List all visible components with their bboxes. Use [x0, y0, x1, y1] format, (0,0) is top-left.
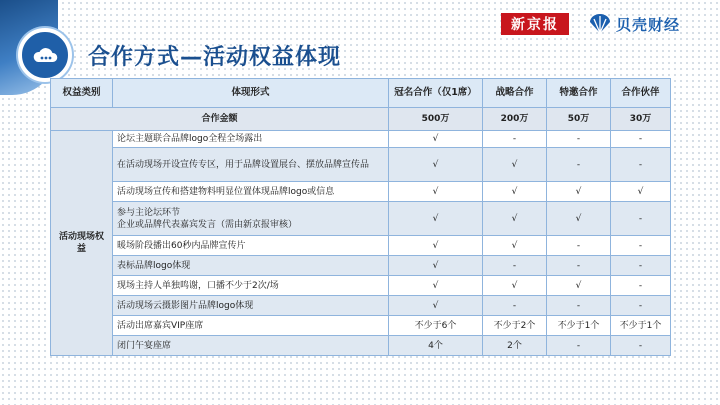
header-strategic: 战略合作 — [483, 79, 547, 108]
row-value: √ — [483, 236, 547, 256]
header-form: 体现形式 — [113, 79, 389, 108]
row-description: 暖场阶段播出60秒内品牌宣传片 — [113, 236, 389, 256]
table-row — [51, 296, 671, 316]
row-value: √ — [483, 148, 547, 182]
header-category: 权益类别 — [51, 79, 113, 108]
row-value: - — [611, 296, 671, 316]
table-row — [51, 336, 671, 356]
row-value: 2个 — [483, 336, 547, 356]
row-value: - — [611, 336, 671, 356]
amount-value: 200万 — [483, 108, 547, 131]
row-description: 活动现场宣传和搭建物料明显位置体现品牌logo或信息 — [113, 182, 389, 202]
row-value: - — [483, 131, 547, 148]
header-title-sponsor: 冠名合作（仅1席） — [389, 79, 483, 108]
row-value: √ — [389, 148, 483, 182]
row-value: √ — [389, 131, 483, 148]
row-value: √ — [547, 182, 611, 202]
row-value: - — [611, 148, 671, 182]
amount-value: 30万 — [611, 108, 671, 131]
row-value: - — [483, 256, 547, 276]
shell-icon — [588, 13, 612, 35]
row-description: 活动现场云摄影图片品牌logo体现 — [113, 296, 389, 316]
row-value: - — [547, 236, 611, 256]
header-partner: 合作伙伴 — [611, 79, 671, 108]
row-value: - — [611, 131, 671, 148]
table-row — [51, 182, 671, 202]
brand-xinjingbao: 新京报 — [501, 13, 569, 35]
row-value: √ — [547, 202, 611, 236]
table-row — [51, 131, 671, 148]
row-value: √ — [389, 182, 483, 202]
row-value: √ — [483, 182, 547, 202]
row-value: √ — [611, 182, 671, 202]
category-cell: 活动现场权益 — [51, 131, 113, 356]
table-row — [51, 256, 671, 276]
row-value: 4个 — [389, 336, 483, 356]
row-value: √ — [547, 276, 611, 296]
table-header-row — [51, 79, 671, 108]
table-row — [51, 316, 671, 336]
row-value: √ — [389, 236, 483, 256]
table-row — [51, 276, 671, 296]
row-value: 不少于6个 — [389, 316, 483, 336]
row-value: - — [547, 296, 611, 316]
row-value: - — [611, 256, 671, 276]
row-value: - — [611, 236, 671, 256]
row-value: - — [611, 276, 671, 296]
row-value: √ — [483, 202, 547, 236]
row-value: √ — [389, 296, 483, 316]
table-row — [51, 148, 671, 182]
row-value: √ — [389, 256, 483, 276]
row-description: 表标品牌logo体现 — [113, 256, 389, 276]
amount-value: 500万 — [389, 108, 483, 131]
row-value: 不少于2个 — [483, 316, 547, 336]
row-value: √ — [483, 276, 547, 296]
row-value: - — [547, 148, 611, 182]
header-invited: 特邀合作 — [547, 79, 611, 108]
row-value: - — [547, 336, 611, 356]
row-value: 不少于1个 — [611, 316, 671, 336]
row-description: 闭门午宴座席 — [113, 336, 389, 356]
amount-row — [51, 108, 671, 131]
row-value: - — [547, 256, 611, 276]
row-value: √ — [389, 276, 483, 296]
row-description: 在活动现场开设宣传专区，用于品牌设置展台、摆放品牌宣传品 — [113, 148, 389, 182]
cloud-logo — [18, 28, 72, 82]
cloud-icon — [32, 46, 58, 64]
table-row — [51, 236, 671, 256]
row-value: - — [483, 296, 547, 316]
rights-table — [50, 78, 671, 356]
brand-beike — [588, 12, 680, 36]
row-description: 论坛主题联合品牌logo全程全场露出 — [113, 131, 389, 148]
row-value: 不少于1个 — [547, 316, 611, 336]
brand-beike-label: 贝壳财经 — [616, 15, 681, 34]
row-value: √ — [389, 202, 483, 236]
row-value: - — [547, 131, 611, 148]
amount-label: 合作金额 — [51, 108, 389, 131]
slide-title: 合作方式—活动权益体现 — [88, 45, 342, 70]
row-description: 活动出席嘉宾VIP座席 — [113, 316, 389, 336]
table-row — [51, 202, 671, 236]
row-value: - — [611, 202, 671, 236]
row-description: 现场主持人单独鸣谢，口播不少于2次/场 — [113, 276, 389, 296]
row-description: 参与主论坛环节 企业或品牌代表嘉宾发言（需由新京报审核） — [113, 202, 389, 236]
amount-value: 50万 — [547, 108, 611, 131]
